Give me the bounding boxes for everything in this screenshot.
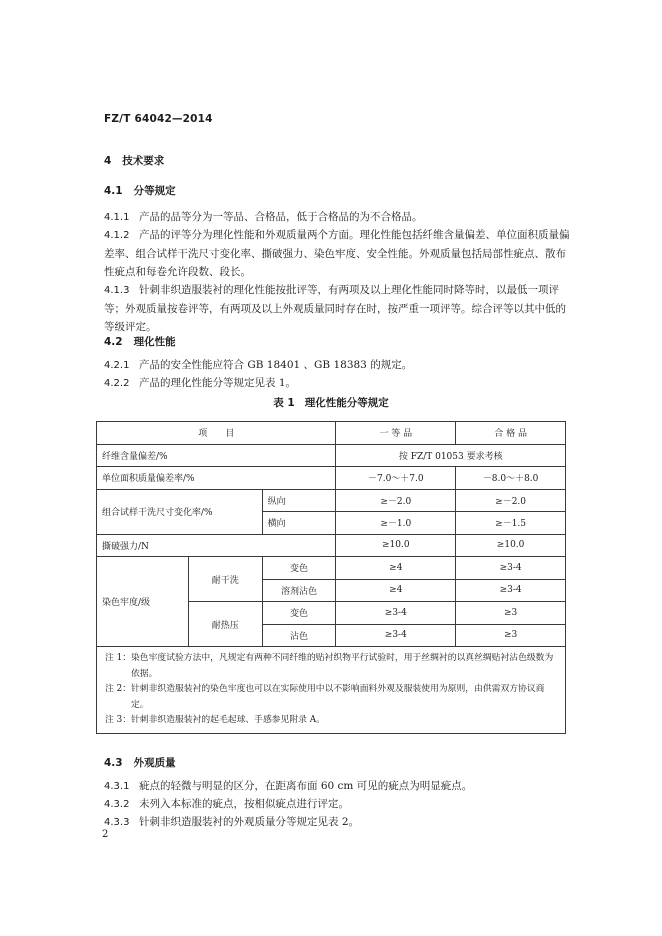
table-row (97, 557, 566, 580)
table-row (97, 444, 566, 467)
first-grade-value: ≥3-4 (336, 624, 456, 647)
clause-text: 针刺非织造服装衬的理化性能按批评等，有两项及以上理化性能同时降等时，以最低一项评等；外观质量按卷评等，有两项及以上外观质量同时存在时，按严重一项评等。综合评等以其中低的等级评定。 (104, 284, 566, 333)
clause-number: 4.3.1 (104, 781, 130, 792)
qualified-value: ≥10.0 (456, 534, 566, 557)
section-number: 4.1 (104, 185, 123, 197)
clause-text: 疵点的轻微与明显的区分，在距离布面 60 cm 可见的疵点为明显疵点。 (139, 780, 473, 792)
first-grade-value: ≥－2.0 (336, 489, 456, 512)
clause-number: 4.2.2 (104, 378, 130, 389)
clause-text: 针刺非织造服装衬的外观质量分等规定见表 2。 (139, 816, 360, 828)
sub-label: 变色 (262, 602, 336, 625)
clause-4-2-2 (104, 374, 296, 393)
row-label: 组合试样干洗尺寸变化率/% (97, 489, 263, 534)
sub-label: 沾色 (262, 624, 336, 647)
clause-text: 产品的品等分为一等品、合格品，低于合格品的为不合格品。 (139, 211, 423, 223)
table-number: 表 1 (273, 397, 295, 409)
sub-label: 横向 (262, 512, 336, 535)
qualified-value: ≥3-4 (456, 557, 566, 580)
table-row (97, 489, 566, 512)
sub-group-label: 耐干洗 (188, 557, 262, 602)
note-text: 针刺非织造服装衬的起毛起球、手感参见附录 A。 (131, 715, 325, 725)
qualified-value: ≥－2.0 (456, 489, 566, 512)
row-label: 染色牢度/级 (97, 557, 189, 647)
table-row (97, 534, 566, 557)
header-qualified-grade: 合 格 品 (456, 422, 566, 445)
table-title: 理化性能分等规定 (304, 397, 389, 409)
sub-label: 纵向 (262, 489, 336, 512)
clause-text: 产品的评等分为理化性能和外观质量两个方面。理化性能包括纤维含量偏差、单位面积质量偏差率、组合试样干洗尺寸变化率、撕破强力、染色牢度、安全性能。外观质量包括局部性疵点、散布性疵点和每卷允许段数、段长。 (104, 229, 570, 278)
clause-4-3-3 (104, 813, 359, 832)
table-note-2 (105, 682, 559, 713)
clause-4-2-1 (104, 356, 412, 375)
row-label: 纤维含量偏差/% (97, 444, 336, 467)
qualified-value: ≥3 (456, 624, 566, 647)
clause-text: 产品的理化性能分等规定见表 1。 (139, 377, 297, 389)
first-grade-value: ≥－1.0 (336, 512, 456, 535)
table-1-physical-chemical-grading (96, 421, 566, 734)
section-title: 分等规定 (133, 185, 176, 197)
table-1-caption (0, 395, 662, 410)
section-4-heading (104, 152, 164, 170)
note-label: 注 2： (105, 684, 131, 694)
clause-text: 产品的安全性能应符合 GB 18401 、GB 18383 的规定。 (139, 359, 413, 371)
note-text: 针刺非织造服装衬的染色牢度也可以在实际使用中以不影响面料外观及服装使用为原则，由供需双方协议商定。 (131, 684, 545, 710)
section-title: 理化性能 (133, 336, 176, 348)
table-notes-row (97, 647, 566, 734)
qualified-value: ≥3-4 (456, 579, 566, 602)
first-grade-value: ≥4 (336, 579, 456, 602)
clause-number: 4.3.2 (104, 799, 130, 810)
table-notes (97, 647, 566, 734)
first-grade-value: －7.0～＋7.0 (336, 467, 456, 490)
clause-text: 未列入本标准的疵点，按相似疵点进行评定。 (139, 798, 349, 810)
clause-4-3-1 (104, 777, 472, 796)
qualified-value: －8.0～＋8.0 (456, 467, 566, 490)
note-text: 染色牢度试验方法中，凡规定有两种不同纤维的贴衬织物平行试验时，用于丝绸衬的以真丝绸贴衬沾色级数为依据。 (131, 653, 554, 679)
clause-4-3-2 (104, 795, 349, 814)
table-row (97, 467, 566, 490)
row-label: 单位面积质量偏差率/% (97, 467, 336, 490)
clause-number: 4.2.1 (104, 360, 130, 371)
qualified-value: ≥－1.5 (456, 512, 566, 535)
section-4-2-heading (104, 333, 176, 351)
clause-number: 4.3.3 (104, 817, 130, 828)
header-item: 项 目 (97, 422, 336, 445)
first-grade-value: ≥3-4 (336, 602, 456, 625)
first-grade-value: ≥4 (336, 557, 456, 580)
sub-group-label: 耐热压 (188, 602, 262, 647)
section-number: 4.3 (104, 757, 123, 769)
clause-number: 4.1.1 (104, 212, 130, 223)
clause-4-1-2 (104, 226, 570, 281)
header-first-grade: 一 等 品 (336, 422, 456, 445)
sub-label: 溶剂沾色 (262, 579, 336, 602)
table-note-3 (105, 713, 559, 729)
clause-number: 4.1.2 (104, 230, 130, 241)
page-number: 2 (102, 829, 109, 840)
standard-code: FZ/T 64042—2014 (104, 113, 213, 125)
section-title: 技术要求 (122, 155, 165, 167)
section-title: 外观质量 (133, 757, 176, 769)
qualified-value: ≥3 (456, 602, 566, 625)
row-label: 撕破强力/N (97, 534, 336, 557)
note-label: 注 1： (105, 653, 131, 663)
clause-4-1-1 (104, 208, 423, 227)
section-4-1-heading (104, 182, 176, 200)
table-note-1 (105, 651, 559, 682)
row-value: 按 FZ/T 01053 要求考核 (336, 444, 566, 467)
first-grade-value: ≥10.0 (336, 534, 456, 557)
section-4-3-heading (104, 754, 176, 772)
clause-4-1-3 (104, 281, 570, 336)
section-number: 4 (104, 155, 112, 167)
clause-number: 4.1.3 (104, 285, 130, 296)
note-label: 注 3： (105, 715, 131, 725)
table-header-row (97, 422, 566, 445)
section-number: 4.2 (104, 336, 123, 348)
sub-label: 变色 (262, 557, 336, 580)
